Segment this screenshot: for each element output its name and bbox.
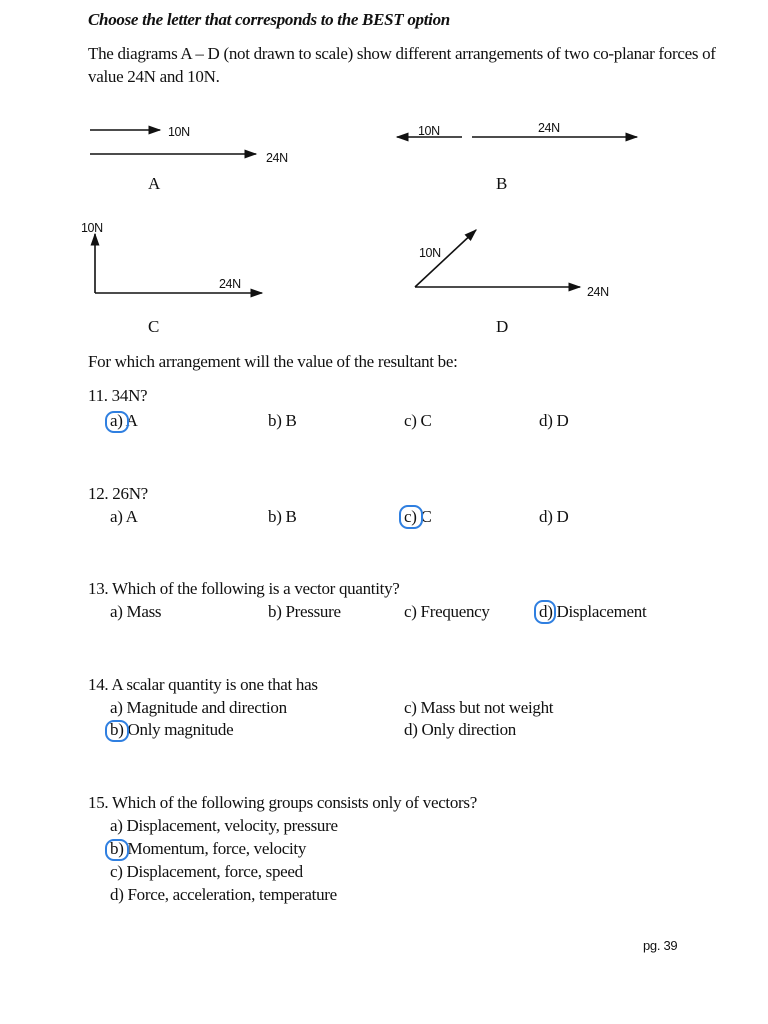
page-number: pg. 39: [643, 938, 678, 953]
diagram-d-force2-label: 24N: [587, 285, 609, 299]
diagram-b-force1-label: 10N: [418, 124, 440, 138]
question-12-option-c[interactable]: c) C: [404, 507, 432, 526]
answer-circle-mark: [105, 720, 129, 742]
question-12-option-b[interactable]: b) B: [268, 507, 297, 526]
diagram-b-force2-label: 24N: [538, 121, 560, 135]
answer-circle-mark: [534, 600, 556, 624]
question-14-option-a[interactable]: a) Magnitude and direction: [110, 698, 287, 717]
intro-line-1: The diagrams A – D (not drawn to scale) show different arrangements of two co-planar forces of: [88, 44, 716, 63]
diagram-d-force1-label: 10N: [419, 246, 441, 260]
question-15-option-b[interactable]: b) Momentum, force, velocity: [110, 839, 307, 858]
question-12-option-a[interactable]: a) A: [110, 507, 138, 526]
diagram-d-letter: D: [496, 317, 508, 336]
force-diagrams: [0, 0, 768, 360]
question-11-option-b[interactable]: b) B: [268, 411, 297, 430]
question-13-option-b[interactable]: b) Pressure: [268, 602, 341, 621]
answer-circle-mark: [105, 839, 129, 861]
intro-line-2: value 24N and 10N.: [88, 67, 220, 86]
question-13-stem: 13. Which of the following is a vector quantity?: [88, 579, 400, 598]
answer-circle-mark: [105, 411, 129, 433]
answer-circle-mark: [399, 505, 423, 529]
question-11-option-d[interactable]: d) D: [539, 411, 569, 430]
question-13-option-c[interactable]: c) Frequency: [404, 602, 490, 621]
question-14-option-c[interactable]: c) Mass but not weight: [404, 698, 554, 717]
diagram-a-force2-label: 24N: [266, 151, 288, 165]
diagram-a-force1-label: 10N: [168, 125, 190, 139]
question-12-stem: 12. 26N?: [88, 484, 148, 503]
question-15-stem: 15. Which of the following groups consists only of vectors?: [88, 793, 477, 812]
question-11-option-a[interactable]: a) A: [110, 411, 138, 430]
question-11-stem: 11. 34N?: [88, 386, 148, 405]
question-13-option-d[interactable]: d) Displacement: [539, 602, 647, 621]
diagram-c-letter: C: [148, 317, 160, 336]
question-14-option-b[interactable]: b) Only magnitude: [110, 720, 234, 739]
question-12-option-d[interactable]: d) D: [539, 507, 569, 526]
diagram-c-force2-label: 24N: [219, 277, 241, 291]
diagram-c-force1-label: 10N: [81, 221, 103, 235]
question-14-stem: 14. A scalar quantity is one that has: [88, 675, 318, 694]
instruction-heading: Choose the letter that corresponds to the BEST option: [88, 10, 450, 29]
question-13-option-a[interactable]: a) Mass: [110, 602, 162, 621]
question-15-option-d[interactable]: d) Force, acceleration, temperature: [110, 885, 337, 904]
question-15-option-a[interactable]: a) Displacement, velocity, pressure: [110, 816, 338, 835]
question-14-option-d[interactable]: d) Only direction: [404, 720, 516, 739]
diagram-a-letter: A: [148, 174, 160, 193]
question-15-option-c[interactable]: c) Displacement, force, speed: [110, 862, 303, 881]
question-11-option-c[interactable]: c) C: [404, 411, 432, 430]
resultant-prompt: For which arrangement will the value of the resultant be:: [88, 352, 458, 371]
diagram-b-letter: B: [496, 174, 508, 193]
